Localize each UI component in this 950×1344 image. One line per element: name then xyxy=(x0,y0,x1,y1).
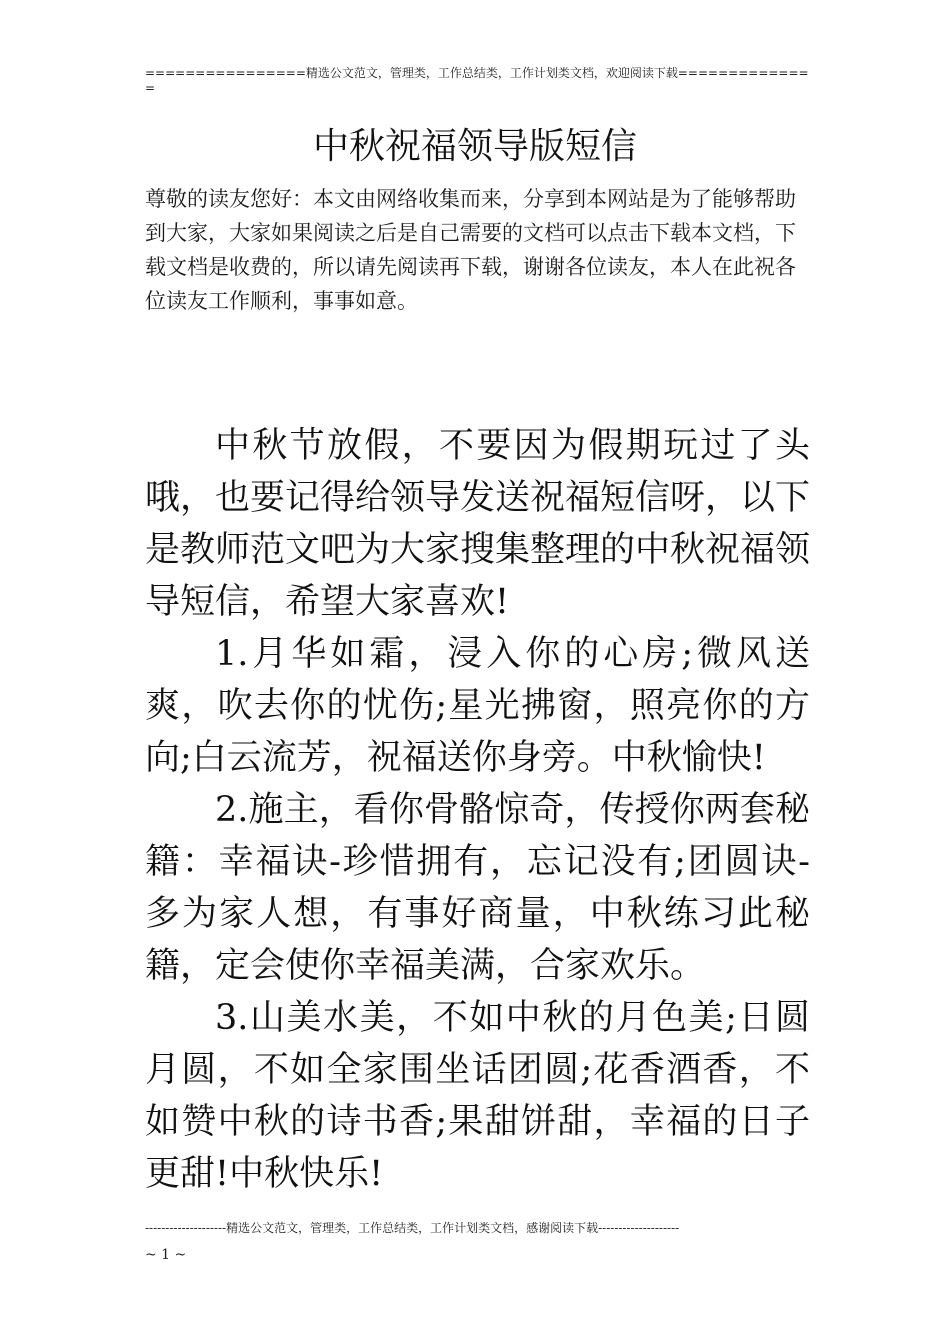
page-footer: --------------------精选公文范文，管理类，工作总结类，工作计划类文档，感谢阅读下载-------------------- xyxy=(145,1221,680,1235)
page-number: ~ 1 ~ xyxy=(145,1247,187,1263)
body-paragraph: 3.山美水美，不如中秋的月色美;日圆月圆，不如全家围坐话团圆;花香酒香，不如赞中秋的诗书香;果甜饼甜，幸福的日子更甜!中秋快乐! xyxy=(145,998,810,1194)
body-paragraph: 1.月华如霜，浸入你的心房;微风送爽，吹去你的忧伤;星光拂窗，照亮你的方向;白云流芳，祝福送你身旁。中秋愉快! xyxy=(145,634,810,778)
document-title: 中秋祝福领导版短信 xyxy=(312,126,637,167)
reader-notice: 尊敬的读友您好：本文由网络收集而来，分享到本网站是为了能够帮助到大家，大家如果阅读之后是自己需要的文档可以点击下载本文档，下载文档是收费的，所以请先阅读再下载，谢谢各位读友，本人在此祝各位读友工作顺利，事事如意。 xyxy=(145,187,796,313)
body-paragraph: 2.施主，看你骨骼惊奇，传授你两套秘籍：幸福诀-珍惜拥有，忘记没有;团圆诀-多为家人想，有事好商量，中秋练习此秘籍，定会使你幸福美满，合家欢乐。 xyxy=(145,790,810,986)
document-body xyxy=(145,420,810,1200)
page-header: ================精选公文范文，管理类，工作总结类，工作计划类文档，欢迎阅读下载============== xyxy=(145,66,809,95)
body-paragraph: 中秋节放假，不要因为假期玩过了头哦，也要记得给领导发送祝福短信呀，以下是教师范文吧为大家搜集整理的中秋祝福领导短信，希望大家喜欢! xyxy=(145,426,811,622)
